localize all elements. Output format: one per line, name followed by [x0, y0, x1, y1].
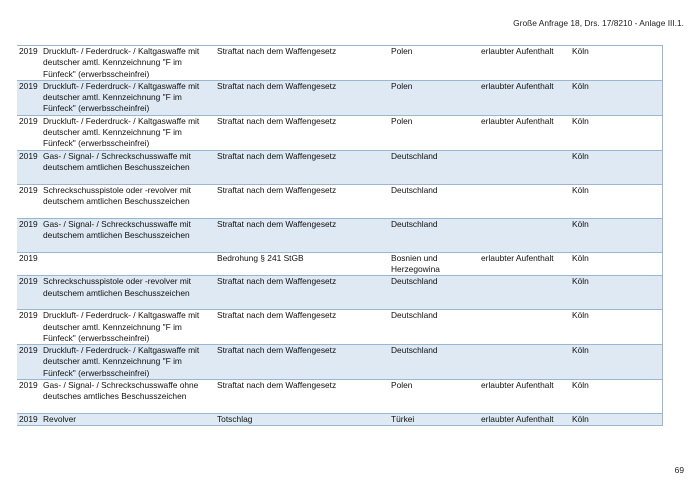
cell-nationality: Deutschland — [389, 276, 479, 310]
cell-weapon: Gas- / Signal- / Schreckschusswaffe mit deutschem amtlichen Beschusszeichen — [41, 150, 215, 184]
cell-nationality: Deutschland — [389, 310, 479, 345]
cell-location: Köln — [570, 380, 662, 414]
cell-nationality: Deutschland — [389, 150, 479, 184]
cell-location: Köln — [570, 80, 662, 115]
cell-year: 2019 — [17, 184, 41, 218]
cell-residence: erlaubter Aufenthalt — [479, 46, 570, 81]
cell-location: Köln — [570, 310, 662, 345]
cell-location: Köln — [570, 252, 662, 276]
cell-weapon: Schreckschusspistole oder -revolver mit deutschem amtlichen Beschusszeichen — [41, 276, 215, 310]
cell-nationality: Polen — [389, 380, 479, 414]
table-row — [17, 310, 662, 345]
table-row — [17, 345, 662, 380]
cell-offense: Straftat nach dem Waffengesetz — [215, 150, 389, 184]
table-row — [17, 218, 662, 252]
table-row — [17, 380, 662, 414]
table-row — [17, 184, 662, 218]
cell-location: Köln — [570, 46, 662, 81]
cell-nationality: Deutschland — [389, 218, 479, 252]
cell-residence: erlaubter Aufenthalt — [479, 414, 570, 426]
cell-year: 2019 — [17, 46, 41, 81]
cell-location: Köln — [570, 345, 662, 380]
cases-table-body — [17, 46, 662, 426]
cell-location: Köln — [570, 150, 662, 184]
cell-nationality: Polen — [389, 80, 479, 115]
table-row — [17, 115, 662, 150]
page-number: 69 — [674, 465, 684, 475]
cell-location: Köln — [570, 184, 662, 218]
cell-residence — [479, 276, 570, 310]
cell-residence — [479, 310, 570, 345]
cell-nationality: Deutschland — [389, 184, 479, 218]
table-row — [17, 150, 662, 184]
cell-residence: erlaubter Aufenthalt — [479, 115, 570, 150]
cell-weapon: Druckluft- / Federdruck- / Kaltgaswaffe mit deutscher amtl. Kennzeichnung "F im Fünfeck" (erwerbsscheinfrei) — [41, 80, 215, 115]
cell-year: 2019 — [17, 150, 41, 184]
cell-nationality: Polen — [389, 46, 479, 81]
cell-nationality: Polen — [389, 115, 479, 150]
cell-weapon: Gas- / Signal- / Schreckschusswaffe ohne deutsches amtliches Beschusszeichen — [41, 380, 215, 414]
cell-offense: Straftat nach dem Waffengesetz — [215, 80, 389, 115]
table-row — [17, 276, 662, 310]
cases-table — [17, 45, 663, 426]
cell-nationality: Türkei — [389, 414, 479, 426]
cell-year: 2019 — [17, 345, 41, 380]
cell-offense: Straftat nach dem Waffengesetz — [215, 115, 389, 150]
cell-offense: Straftat nach dem Waffengesetz — [215, 218, 389, 252]
cell-residence: erlaubter Aufenthalt — [479, 252, 570, 276]
cell-residence — [479, 218, 570, 252]
cell-year: 2019 — [17, 218, 41, 252]
cell-weapon: Druckluft- / Federdruck- / Kaltgaswaffe mit deutscher amtl. Kennzeichnung "F im Fünfeck" (erwerbsscheinfrei) — [41, 310, 215, 345]
cell-location: Köln — [570, 218, 662, 252]
cell-location: Köln — [570, 115, 662, 150]
cell-year: 2019 — [17, 80, 41, 115]
cell-weapon — [41, 252, 215, 276]
cell-offense: Straftat nach dem Waffengesetz — [215, 276, 389, 310]
cell-residence — [479, 345, 570, 380]
table-row — [17, 80, 662, 115]
table-row — [17, 414, 662, 426]
table-row — [17, 252, 662, 276]
cell-weapon: Druckluft- / Federdruck- / Kaltgaswaffe mit deutscher amtl. Kennzeichnung "F im Fünfeck" (erwerbsscheinfrei) — [41, 46, 215, 81]
cell-offense: Straftat nach dem Waffengesetz — [215, 184, 389, 218]
cell-nationality: Deutschland — [389, 345, 479, 380]
cell-residence: erlaubter Aufenthalt — [479, 380, 570, 414]
cell-year: 2019 — [17, 252, 41, 276]
cell-location: Köln — [570, 276, 662, 310]
cell-residence — [479, 184, 570, 218]
cell-weapon: Schreckschusspistole oder -revolver mit deutschem amtlichen Beschusszeichen — [41, 184, 215, 218]
cell-nationality: Bosnien und Herzegowina — [389, 252, 479, 276]
cell-location: Köln — [570, 414, 662, 426]
cell-weapon: Gas- / Signal- / Schreckschusswaffe mit deutschem amtlichen Beschusszeichen — [41, 218, 215, 252]
cell-offense: Straftat nach dem Waffengesetz — [215, 310, 389, 345]
cell-year: 2019 — [17, 310, 41, 345]
cell-weapon: Druckluft- / Federdruck- / Kaltgaswaffe mit deutscher amtl. Kennzeichnung "F im Fünfeck" (erwerbsscheinfrei) — [41, 345, 215, 380]
cell-year: 2019 — [17, 276, 41, 310]
cell-offense: Totschlag — [215, 414, 389, 426]
cell-weapon: Revolver — [41, 414, 215, 426]
cell-weapon: Druckluft- / Federdruck- / Kaltgaswaffe mit deutscher amtl. Kennzeichnung "F im Fünfeck" (erwerbsscheinfrei) — [41, 115, 215, 150]
cell-offense: Straftat nach dem Waffengesetz — [215, 46, 389, 81]
cell-offense: Straftat nach dem Waffengesetz — [215, 345, 389, 380]
cell-year: 2019 — [17, 115, 41, 150]
cell-year: 2019 — [17, 380, 41, 414]
cell-residence — [479, 150, 570, 184]
cell-residence: erlaubter Aufenthalt — [479, 80, 570, 115]
cell-year: 2019 — [17, 414, 41, 426]
page-header: Große Anfrage 18, Drs. 17/8210 - Anlage III.1. — [513, 18, 684, 28]
table-row — [17, 46, 662, 81]
cell-offense: Bedrohung § 241 StGB — [215, 252, 389, 276]
cell-offense: Straftat nach dem Waffengesetz — [215, 380, 389, 414]
